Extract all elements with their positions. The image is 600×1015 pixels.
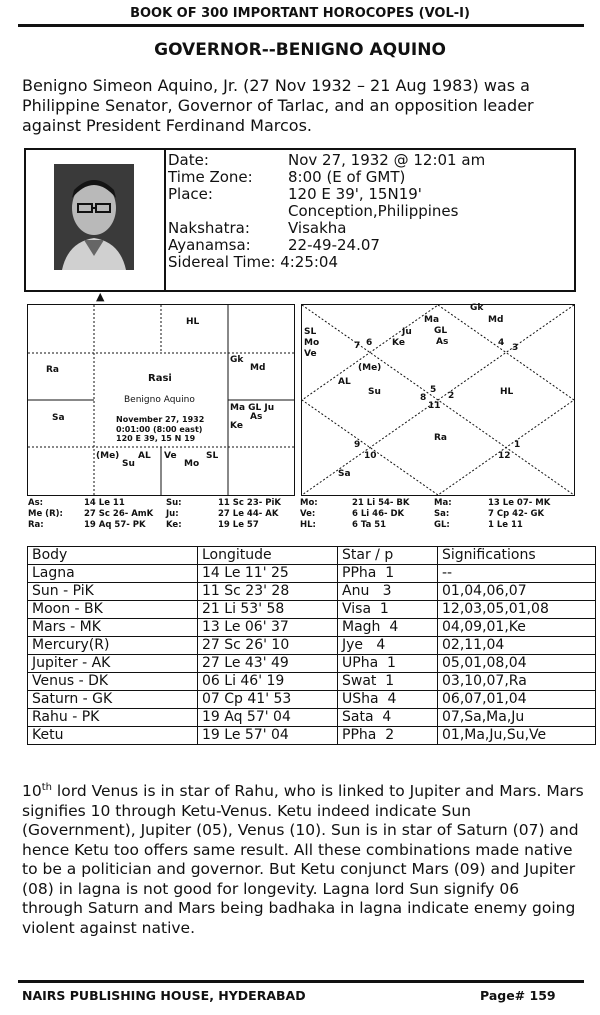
pl-value: 1 Le 11 [488,520,523,530]
cell-star: USha 4 [338,691,438,709]
pl-label: Ju: [166,509,179,519]
d-n4: 4 [498,338,505,348]
book-header: BOOK OF 300 IMPORTANT HOROCOPES (VOL-I) [130,6,470,21]
rasi-date: November 27, 1932 [116,415,205,424]
planet-positions [28,498,578,531]
pl-value: 27 Le 44- AK [218,509,279,519]
rasi-ma-gl-ju: Ma GL Ju [230,403,275,413]
footer-rule [18,980,584,983]
d-su: Su [368,387,381,397]
d-n11: 11 [428,401,441,411]
arrow-marker: ▲ [96,290,105,303]
place-value: 120 E 39', 15N19' [288,185,422,203]
rasi-name: Benigno Aquino [124,395,195,405]
cell-body: Saturn - GK [28,691,198,709]
table-row [28,673,596,691]
pl-value: 13 Le 07- MK [488,498,551,508]
col-header-star: Star / p [338,547,438,565]
cell-body: Venus - DK [28,673,198,691]
pl-label: Ke: [166,520,182,530]
pl-value: 19 Le 57 [218,520,259,530]
header-rule [18,24,584,27]
rasi-md: Md [250,363,266,373]
d-me: (Me) [358,363,382,373]
table-row [28,709,596,727]
d-n5: 5 [430,385,437,395]
cell-longitude: 14 Le 11' 25 [198,565,338,583]
table-row [28,727,596,745]
cell-star: Jye 4 [338,637,438,655]
rasi-me: (Me) [96,451,120,461]
d-gl: GL [434,326,448,336]
analysis-superscript: th [41,782,52,793]
pl-value: 21 Li 54- BK [352,498,410,508]
d-hl: HL [500,387,514,397]
timezone-label: Time Zone: [168,168,253,186]
rasi-hl: HL [186,317,200,327]
col-header-longitude: Longitude [198,547,338,565]
rasi-ve: Ve [164,451,177,461]
place-label: Place: [168,185,213,203]
cell-significations: 06,07,01,04 [438,691,596,709]
cell-longitude: 11 Sc 23' 28 [198,583,338,601]
cell-longitude: 06 Li 46' 19 [198,673,338,691]
d-ke: Ke [392,338,405,348]
d-md: Md [488,315,504,325]
ayanamsa-label: Ayanamsa: [168,236,251,254]
cell-longitude: 27 Le 43' 49 [198,655,338,673]
cell-body: Mars - MK [28,619,198,637]
page-title: GOVERNOR--BENIGNO AQUINO [154,40,446,60]
table-body [28,565,596,745]
cell-significations: 12,03,05,01,08 [438,601,596,619]
date-value: Nov 27, 1932 @ 12:01 am [288,151,486,169]
col-header-significations: Significations [438,547,596,565]
publisher-name: NAIRS PUBLISHING HOUSE, HYDERABAD [22,988,306,1003]
cell-star: Visa 1 [338,601,438,619]
cell-body: Sun - PiK [28,583,198,601]
cell-longitude: 19 Aq 57' 04 [198,709,338,727]
d-sa: Sa [338,469,351,479]
rasi-chart [27,304,295,496]
pl-label: Ra: [28,520,44,530]
timezone-value: 8:00 (E of GMT) [288,168,406,186]
rasi-mo: Mo [184,459,200,469]
rasi-coord: 120 E 39, 15 N 19 [116,434,196,443]
rasi-time: 0:01:00 (8:00 east) [116,425,203,434]
page-number: Page# 159 [480,988,556,1003]
cell-significations: 07,Sa,Ma,Ju [438,709,596,727]
cell-star: PPha 1 [338,565,438,583]
d-n8: 8 [420,393,427,403]
cell-significations: 01,Ma,Ju,Su,Ve [438,727,596,745]
pl-value: 14 Le 11 [84,498,125,508]
pl-label: Mo: [300,498,318,508]
navamsa-chart [301,304,575,496]
table-row [28,583,596,601]
d-n12: 12 [498,451,511,461]
rasi-ra: Ra [46,365,60,375]
cell-star: PPha 2 [338,727,438,745]
sidereal-time-value: 4:25:04 [280,253,339,271]
col-header-body: Body [28,547,198,565]
cell-longitude: 21 Li 53' 58 [198,601,338,619]
d-mo: Mo [304,338,320,348]
cell-longitude: 27 Sc 26' 10 [198,637,338,655]
d-as: As [436,337,449,347]
d-n9: 9 [354,440,361,450]
cell-body: Moon - BK [28,601,198,619]
cell-significations: 02,11,04 [438,637,596,655]
ayanamsa-value: 22-49-24.07 [288,236,380,254]
pl-label: Me (R): [28,509,63,519]
pl-value: 27 Sc 26- AmK [84,509,154,519]
table-row [28,565,596,583]
d-n10: 10 [364,451,377,461]
nakshatra-value: Visakha [288,219,347,237]
photo-cell [26,150,166,290]
cell-significations: 01,04,06,07 [438,583,596,601]
pl-label: Ma: [434,498,452,508]
sidereal-time-label: Sidereal Time: [168,253,276,271]
d-n3: 3 [512,343,519,353]
pl-value: 11 Sc 23- PiK [218,498,281,508]
planet-row [28,509,578,520]
significations-table [27,546,596,745]
pl-label: Sa: [434,509,450,519]
d-ju: Ju [402,327,412,337]
date-label: Date: [168,151,209,169]
d-n2: 2 [448,391,455,401]
rasi-title: Rasi [148,373,172,384]
rasi-ke: Ke [230,421,243,431]
table-header-row [28,547,596,565]
rasi-as: As [250,412,263,422]
cell-star: Anu 3 [338,583,438,601]
intro-paragraph: Benigno Simeon Aquino, Jr. (27 Nov 1932 – 21 Aug 1983) was a Philippine Senator, Governor of Tarlac, and an opposition leader against President Ferdinand Marcos. [22,76,534,135]
d-ve: Ve [304,349,317,359]
pl-value: 6 Li 46- DK [352,509,405,519]
pl-value: 19 Aq 57- PK [84,520,146,530]
d-ma: Ma [424,315,440,325]
nakshatra-label: Nakshatra: [168,219,250,237]
planet-row [28,498,578,509]
rasi-al: AL [138,451,151,461]
cell-body: Ketu [28,727,198,745]
d-n6: 6 [366,338,373,348]
cell-body: Mercury(R) [28,637,198,655]
birth-details-box [24,148,576,292]
table-row [28,637,596,655]
pl-value: 6 Ta 51 [352,520,387,530]
pl-value: 7 Cp 42- GK [488,509,545,519]
pl-label: GL: [434,520,450,530]
rasi-sa: Sa [52,413,65,423]
place-value-2: Conception,Philippines [288,202,459,220]
table-row [28,655,596,673]
cell-body: Lagna [28,565,198,583]
cell-body: Jupiter - AK [28,655,198,673]
d-al: AL [338,377,351,387]
analysis-text: lord Venus is in star of Rahu, who is linked to Jupiter and Mars. Mars signifies 10 through Ketu-Venus. Ketu indeed indicate Sun (Government), Jupiter (05), Venus (10). Sun is in star of Saturn (07) and hence Ketu too offers same result. All these combinations made native to be a politician and governor. But Ketu conjunct Mars (09) and Jupiter (08) in lagna is not good for longevity. Lagna lord Sun signify 06 through Saturn and Mars being badhaka in lagna indicate enemy going violent against native. [22,782,584,937]
cell-significations: 03,10,07,Ra [438,673,596,691]
rasi-sl: SL [206,451,219,461]
cell-longitude: 13 Le 06' 37 [198,619,338,637]
cell-longitude: 19 Le 57' 04 [198,727,338,745]
table-row [28,691,596,709]
cell-significations: -- [438,565,596,583]
d-n1: 1 [514,440,521,450]
rasi-gk: Gk [230,355,244,365]
d-ra: Ra [434,433,448,443]
cell-longitude: 07 Cp 41' 53 [198,691,338,709]
analysis-number: 10 [22,782,42,801]
table-row [28,601,596,619]
rasi-su: Su [122,459,135,469]
pl-label: Su: [166,498,182,508]
planet-row [28,520,578,531]
birth-details [168,152,568,271]
pl-label: As: [28,498,44,508]
d-gk: Gk [470,303,484,313]
cell-significations: 04,09,01,Ke [438,619,596,637]
portrait-photo [54,164,134,270]
pl-label: HL: [300,520,316,530]
cell-star: Sata 4 [338,709,438,727]
cell-star: Swat 1 [338,673,438,691]
cell-significations: 05,01,08,04 [438,655,596,673]
d-sl: SL [304,327,317,337]
pl-label: Ve: [300,509,316,519]
cell-star: UPha 1 [338,655,438,673]
analysis-paragraph [22,778,584,938]
cell-body: Rahu - PK [28,709,198,727]
cell-star: Magh 4 [338,619,438,637]
table-row [28,619,596,637]
d-n7: 7 [354,341,361,351]
